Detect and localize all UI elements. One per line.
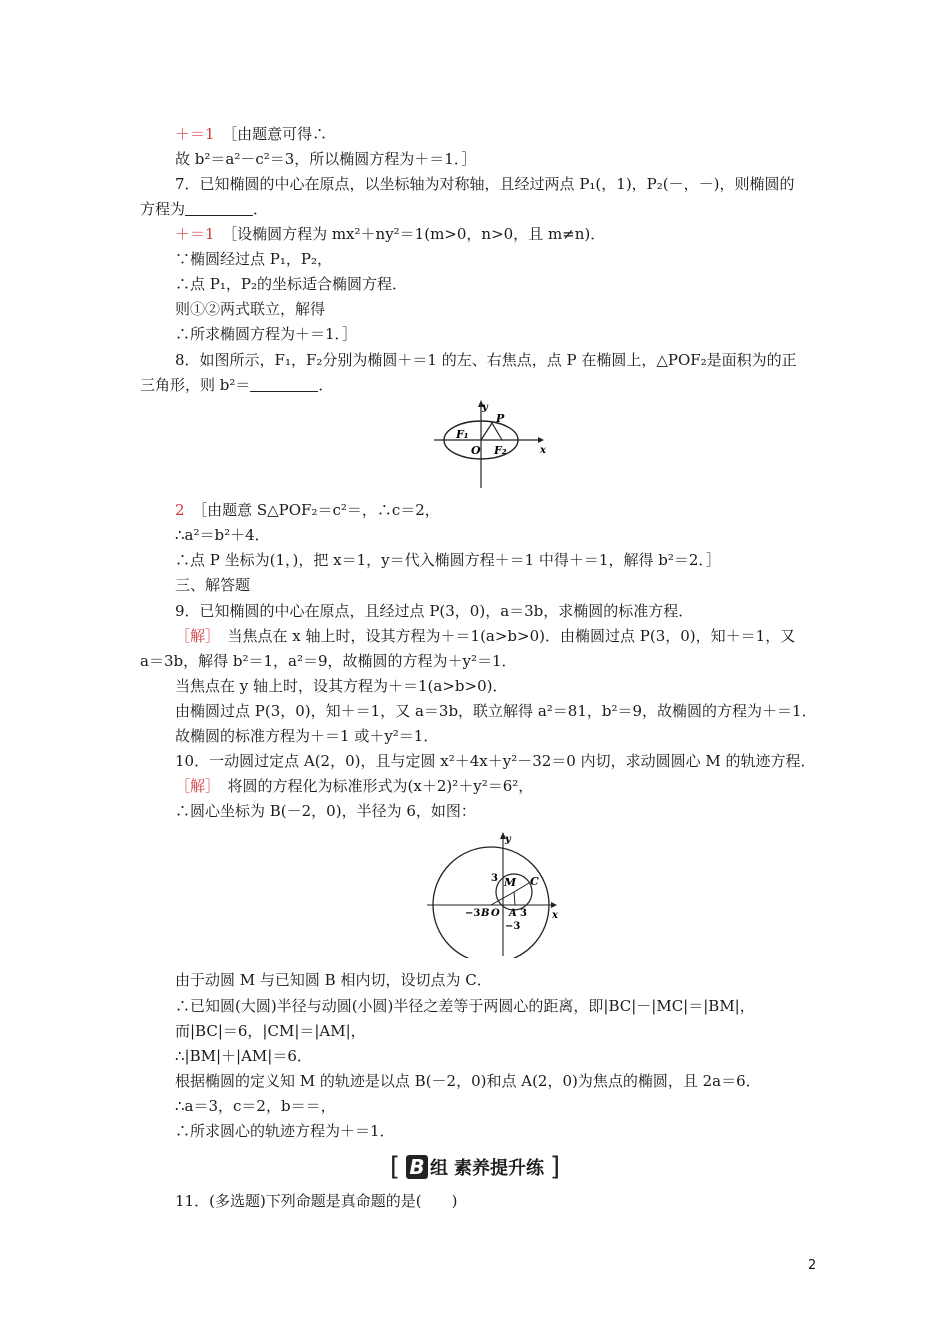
group-badge: B: [406, 1155, 428, 1179]
text-line: ∴a＝3，c＝2，b＝＝，: [175, 1097, 336, 1115]
label-3-top: 3: [491, 873, 498, 884]
text-line: ∵椭圆经过点 P₁，P₂，: [175, 250, 332, 268]
answer-blank: [185, 201, 253, 216]
text-line: ∴所求圆心的轨迹方程为＋＝1．: [175, 1122, 395, 1140]
label-y: y: [482, 402, 488, 413]
text-line: ∴所求椭圆方程为＋＝1．］: [175, 325, 358, 343]
label-neg3-y: −3: [505, 921, 521, 932]
big-circle-b: [433, 847, 549, 958]
label-c: C: [530, 875, 539, 888]
question-8-cont: [140, 375, 333, 395]
label-f2: F₂: [494, 444, 507, 457]
label-3-x: 3: [520, 908, 527, 919]
group-label: 组: [430, 1158, 448, 1179]
text: 将圆的方程化为标准形式为(x＋2)²＋y²＝6²，: [227, 777, 534, 795]
solution-line: [175, 626, 795, 646]
text: ［由题意可得∴: [229, 125, 328, 143]
section-heading: 三、解答题: [175, 576, 251, 594]
text-line: 根据椭圆的定义知 M 的轨迹是以点 B(－2，0)和点 A(2，0)为焦点的椭圆，且 2a＝6．: [175, 1072, 761, 1090]
text-line: ∴a²＝b²＋4．: [175, 526, 270, 544]
text-line: 则①②两式联立，解得: [175, 300, 326, 318]
text-line: ∴已知圆(大圆)半径与动圆(小圆)半径之差等于两圆心的距离，即|BC|－|MC|＝|BM|，: [175, 997, 755, 1015]
label-a: A: [509, 908, 517, 919]
label-o: O: [471, 444, 481, 457]
question-11: 11．(多选题)下列命题是真命题的是( ): [175, 1192, 458, 1210]
text-line: 故椭圆的标准方程为＋＝1 或＋y²＝1．: [175, 727, 439, 745]
label-p: P: [496, 412, 505, 425]
question-8: 8．如图所示，F₁，F₂分别为椭圆＋＝1 的左、右焦点，点 P 在椭圆上，△POF₂是面积为的正: [175, 351, 797, 369]
label-x: x: [552, 910, 558, 921]
section-b-header: [370, 1150, 580, 1184]
x-axis-arrow: [538, 437, 544, 443]
solution-tag: ［解］: [175, 777, 213, 795]
text-line: 由于动圆 M 与已知圆 B 相内切，设切点为 C．: [175, 971, 492, 989]
answer-key: ＋＝1: [175, 125, 215, 143]
label-y: y: [505, 834, 511, 845]
label-neg3: −3: [465, 908, 481, 919]
question-7: 7．已知椭圆的中心在原点，以坐标轴为对称轴，且经过两点 P₁(，1)，P₂(－，－)，则椭圆的: [175, 175, 795, 193]
text: ．: [253, 200, 269, 218]
text-line: ∴点 P₁，P₂的坐标适合椭圆方程．: [175, 275, 407, 293]
text: ［设椭圆方程为 mx²＋ny²＝1(m>0，n>0，且 m≠n)．: [229, 225, 606, 243]
text: ［由题意 S△POF₂＝c²＝，∴c＝2，: [199, 501, 440, 519]
answer-line: [175, 124, 327, 144]
text-line: ∴|BM|＋|AM|＝6．: [175, 1047, 312, 1065]
answer-blank: [250, 377, 318, 392]
text-line: 故 b²＝a²－c²＝3，所以椭圆方程为＋＝1．］: [175, 150, 477, 168]
bracket-right: ]: [550, 1152, 561, 1182]
question-10: 10．一动圆过定点 A(2，0)，且与定圆 x²＋4x＋y²－32＝0 内切，求动圆圆心 M 的轨迹方程．: [175, 752, 816, 770]
label-f1: F₁: [456, 428, 469, 441]
answer-line: [175, 500, 440, 520]
text-line: 而|BC|＝6，|CM|＝|AM|，: [175, 1022, 366, 1040]
ellipse-figure: [430, 398, 550, 490]
answer-key: ＋＝1: [175, 225, 215, 243]
x-axis-arrow: [551, 902, 557, 908]
text-line: ∴圆心坐标为 B(－2，0)，半径为 6，如图：: [175, 802, 476, 820]
line-am: [514, 892, 515, 905]
answer-key: 2: [175, 501, 185, 519]
circle-figure: [425, 828, 565, 958]
text-line: a＝3b，解得 b²＝1，a²＝9，故椭圆的方程为＋y²＝1．: [140, 652, 517, 670]
text-line: 由椭圆过点 P(3，0)，知＋＝1，又 a＝3b，联立解得 a²＝81，b²＝9，故椭圆的方程为＋＝1．: [175, 702, 817, 720]
text-line: 当焦点在 y 轴上时，设其方程为＋＝1(a>b>0)．: [175, 677, 508, 695]
label-o: O: [491, 908, 500, 919]
solution-tag: ［解］: [175, 627, 213, 645]
question-7-cont: [140, 199, 268, 219]
label-m: M: [504, 876, 517, 889]
text: 当焦点在 x 轴上时，设其方程为＋＝1(a>b>0)．由椭圆过点 P(3，0)，知＋＝1，又: [227, 627, 796, 645]
solution-line: [175, 776, 533, 796]
text-line: ∴点 P 坐标为(1，)，把 x＝1，y＝代入椭圆方程＋＝1 中得＋＝1，解得 b²＝2．］: [175, 551, 721, 569]
question-9: 9．已知椭圆的中心在原点，且经过点 P(3，0)，a＝3b，求椭圆的标准方程．: [175, 602, 694, 620]
label-x: x: [540, 445, 546, 456]
text: 方程为: [140, 200, 186, 218]
page-number: 2: [808, 1258, 817, 1273]
text: ．: [318, 376, 334, 394]
bracket-left: [: [389, 1152, 400, 1182]
triangle-pof2: [481, 423, 502, 440]
section-title: 素养提升练: [454, 1158, 544, 1179]
label-b: B: [481, 908, 490, 919]
text: 三角形，则 b²＝: [140, 376, 251, 394]
answer-line: [175, 224, 605, 244]
